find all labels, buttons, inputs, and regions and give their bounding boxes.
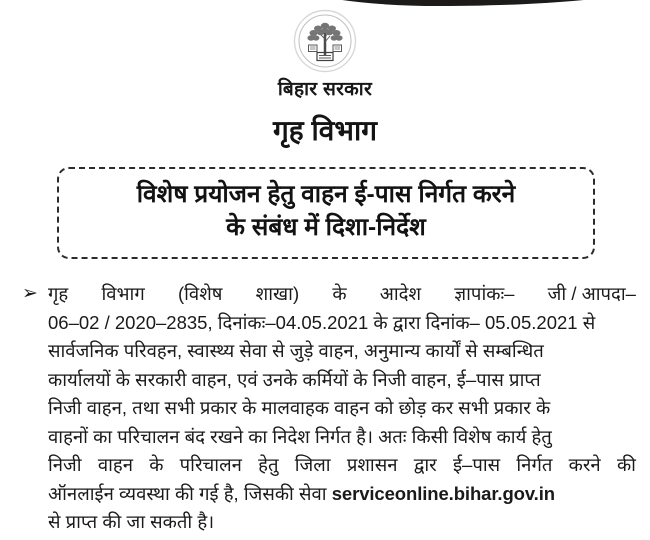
arrow-bullet-icon: ➢ xyxy=(22,283,38,304)
body-paragraph xyxy=(48,280,636,537)
department-name: गृह विभाग xyxy=(273,114,377,146)
body-line-7-word-4: परिचालन xyxy=(179,454,242,475)
body-line-7-word-5: हेतु xyxy=(258,454,279,475)
body-line-8-text: ऑनलाईन व्यवस्था की गई है, जिसकी सेवा xyxy=(48,482,332,504)
service-portal-url[interactable]: serviceonline.bihar.gov.in xyxy=(331,482,555,504)
title-line-2: के संबंध में दिशा-निर्देश xyxy=(226,213,426,241)
body-line-1-word-5: के xyxy=(332,283,347,304)
body-line-1 xyxy=(48,280,636,309)
body-line-7-word-12: की xyxy=(616,454,636,475)
body-line-7-word-6: जिला xyxy=(294,454,331,475)
body-line-2: 06–02 / 2020–2835, दिनांकः–04.05.2021 के द्वारा दिनांक– 05.05.2021 से xyxy=(48,311,596,333)
body-line-8 xyxy=(48,480,636,509)
emblem-container xyxy=(0,0,650,78)
body-line-4: कार्यालयों के सरकारी वाहन, एवं उनके कर्मियों के निजी वाहन, ई–पास प्राप्त xyxy=(48,368,541,390)
body-line-1-word-1: गृह xyxy=(48,283,69,304)
body-line-7-word-7: प्रशासन xyxy=(346,454,398,475)
body-line-9: से प्राप्त की जा सकती है। xyxy=(48,511,215,532)
title-line-1: विशेष प्रयोजन हेतु वाहन ई-पास निर्गत करने xyxy=(136,181,516,208)
body-line-5: निजी वाहन, तथा सभी प्रकार के मालवाहक वाहन को छोड़ कर सभी प्रकार के xyxy=(48,397,551,418)
body-line-7-word-2: वाहन xyxy=(97,454,133,475)
body-line-6: वाहनों का परिचालन बंद रखने का निदेश निर्गत है। अतः किसी विशेष कार्य हेतु xyxy=(48,425,552,447)
body-line-1-word-8: जी / आपदा– xyxy=(547,283,636,304)
body-line-3: सार्वजनिक परिवहन, स्वास्थ्य सेवा से जुड़े वाहन, अनुमान्य कार्यों से सम्बन्धित xyxy=(48,340,544,361)
title-box xyxy=(57,167,595,259)
body-line-1-word-2: विभाग xyxy=(101,283,145,304)
body-line-7-word-10: निर्गत xyxy=(516,454,553,475)
body-line-7-word-3: के xyxy=(149,454,164,475)
body-line-1-word-6: आदेश xyxy=(379,283,422,304)
body-line-7 xyxy=(48,451,636,480)
body-paragraph-block xyxy=(22,280,636,537)
body-line-7-word-9: ई–पास xyxy=(452,454,501,475)
body-line-7-word-1: निजी xyxy=(48,454,82,475)
bihar-government-emblem-icon xyxy=(293,9,357,73)
body-line-7-word-11: करने xyxy=(568,454,601,475)
body-line-1-word-7: ज्ञापांकः– xyxy=(454,283,515,304)
body-line-1-word-3: (विशेष xyxy=(177,283,223,304)
body-line-1-word-4: शाखा) xyxy=(255,283,300,304)
government-name: बिहार सरकार xyxy=(277,79,373,100)
body-line-7-word-8: द्वार xyxy=(413,454,437,475)
